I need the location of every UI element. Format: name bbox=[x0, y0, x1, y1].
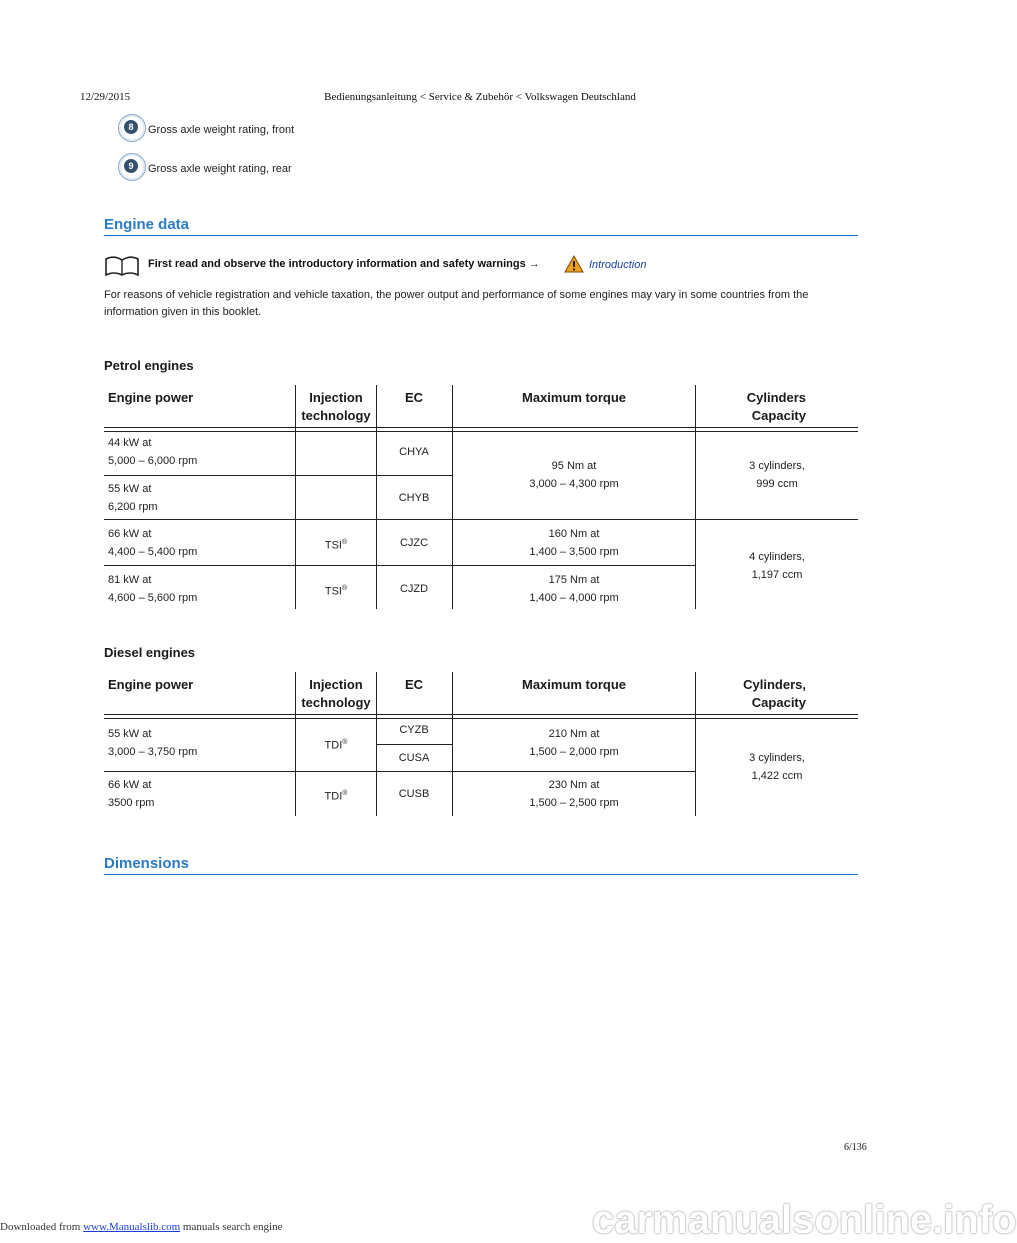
cell-engine-power bbox=[108, 571, 197, 607]
cell-injection bbox=[296, 580, 376, 601]
introduction-link[interactable]: Introduction bbox=[589, 259, 647, 271]
cell-cylinders bbox=[696, 749, 858, 785]
cell-line: 6,200 rpm bbox=[108, 501, 158, 513]
cell-line: 66 kW at bbox=[108, 528, 152, 540]
cell-max-torque bbox=[452, 776, 696, 812]
cell-line: 1,500 – 2,500 rpm bbox=[529, 797, 619, 809]
section-title-dimensions: Dimensions bbox=[104, 855, 858, 875]
cell-line: 4,600 – 5,600 rpm bbox=[108, 592, 198, 604]
petrol-engines-heading: Petrol engines bbox=[104, 358, 194, 373]
registered-mark: ® bbox=[341, 539, 348, 546]
footer-text: Downloaded from bbox=[0, 1221, 84, 1233]
cell-injection bbox=[296, 534, 376, 555]
cell-line: 1,400 – 4,000 rpm bbox=[529, 592, 619, 604]
cell-max-torque bbox=[452, 571, 696, 607]
header-line: Cylinders, bbox=[743, 677, 806, 692]
cell-injection bbox=[296, 734, 376, 755]
cell-text: TDI bbox=[324, 739, 343, 752]
cell-ec: CJZC bbox=[399, 537, 429, 549]
cell-line: 5,000 – 6,000 rpm bbox=[108, 455, 198, 467]
row-divider bbox=[104, 565, 696, 566]
col-header-engine-power: Engine power bbox=[108, 390, 194, 405]
cell-line: 175 Nm at bbox=[548, 574, 600, 586]
cell-max-torque bbox=[452, 457, 696, 493]
col-header-max-torque: Maximum torque bbox=[521, 390, 626, 405]
cell-cylinders bbox=[696, 548, 858, 584]
cell-line: 55 kW at bbox=[108, 728, 152, 740]
cell-injection bbox=[296, 785, 376, 806]
header-divider bbox=[104, 714, 858, 719]
cell-line: 95 Nm at bbox=[551, 460, 597, 472]
col-header-max-torque: Maximum torque bbox=[521, 677, 626, 692]
header-line: Capacity bbox=[751, 695, 806, 710]
cell-line: 3,000 – 4,300 rpm bbox=[529, 478, 619, 490]
header-divider bbox=[104, 427, 858, 432]
header-title: Bedienungsanleitung < Service & Zubehör < Volkswagen Deutschland bbox=[324, 91, 636, 103]
cell-text: TSI bbox=[324, 585, 342, 598]
cell-max-torque bbox=[452, 525, 696, 561]
header-line: technology bbox=[301, 408, 371, 423]
row-divider bbox=[376, 744, 452, 745]
cell-engine-power bbox=[108, 480, 158, 516]
number-badge-icon bbox=[118, 153, 146, 181]
number-badge-icon bbox=[118, 114, 146, 142]
col-header-engine-power: Engine power bbox=[108, 677, 194, 692]
cell-line: 999 ccm bbox=[756, 478, 798, 490]
cell-ec: CYZB bbox=[399, 724, 429, 736]
col-header-ec: EC bbox=[404, 390, 424, 405]
cell-engine-power bbox=[108, 525, 197, 561]
cell-line: 66 kW at bbox=[108, 779, 152, 791]
row-divider bbox=[104, 475, 452, 476]
header-line: Injection bbox=[309, 677, 363, 692]
manual-book-icon bbox=[104, 255, 140, 277]
cell-line: 3 cylinders, bbox=[749, 752, 805, 764]
registered-mark: ® bbox=[341, 585, 348, 592]
legend-text: Gross axle weight rating, front bbox=[148, 124, 295, 136]
safety-note: First read and observe the introductory information and safety warnings → bbox=[148, 258, 540, 270]
warning-icon bbox=[564, 255, 584, 273]
legend-number: 8 bbox=[124, 120, 138, 134]
page-number: 6/136 bbox=[844, 1142, 867, 1153]
header-date: 12/29/2015 bbox=[80, 91, 131, 103]
cell-ec: CHYA bbox=[399, 446, 429, 458]
cell-line: 1,500 – 2,000 rpm bbox=[529, 746, 619, 758]
legend-number: 9 bbox=[124, 159, 138, 173]
cell-text: TDI bbox=[324, 790, 343, 803]
cell-line: 230 Nm at bbox=[548, 779, 600, 791]
row-divider bbox=[104, 771, 696, 772]
cell-line: 55 kW at bbox=[108, 483, 152, 495]
header-line: Capacity bbox=[751, 408, 806, 423]
cell-line: 1,197 ccm bbox=[751, 569, 803, 581]
cell-line: 3500 rpm bbox=[108, 797, 155, 809]
cell-line: 4 cylinders, bbox=[749, 551, 805, 563]
cell-line: 160 Nm at bbox=[548, 528, 600, 540]
cell-ec: CUSA bbox=[398, 752, 430, 764]
col-header-injection bbox=[296, 389, 376, 425]
cell-line: 81 kW at bbox=[108, 574, 152, 586]
section-title-engine-data: Engine data bbox=[104, 216, 858, 236]
footer-text: manuals search engine bbox=[180, 1221, 283, 1233]
cell-engine-power bbox=[108, 725, 197, 761]
cell-line: 3 cylinders, bbox=[749, 460, 805, 472]
registered-mark: ® bbox=[342, 790, 348, 797]
diesel-engines-heading: Diesel engines bbox=[104, 645, 196, 660]
cell-line: 210 Nm at bbox=[548, 728, 600, 740]
cell-line: 1,400 – 3,500 rpm bbox=[529, 546, 619, 558]
cell-ec: CJZD bbox=[399, 583, 429, 595]
column-divider bbox=[295, 385, 296, 609]
row-divider bbox=[104, 519, 858, 520]
cell-max-torque bbox=[452, 725, 696, 761]
cell-ec: CUSB bbox=[398, 788, 430, 800]
cell-engine-power bbox=[108, 434, 197, 470]
cell-cylinders bbox=[696, 457, 858, 493]
registration-paragraph: For reasons of vehicle registration and vehicle taxation, the power output and performance of some engines may vary in some countries from the information given in this booklet. bbox=[104, 289, 809, 318]
watermark-logo: carmanualsonline.info bbox=[592, 1198, 1017, 1242]
legend-text: Gross axle weight rating, rear bbox=[148, 163, 292, 175]
header-line: Cylinders bbox=[746, 390, 806, 405]
cell-line: 44 kW at bbox=[108, 437, 152, 449]
cell-line: 3,000 – 3,750 rpm bbox=[108, 746, 198, 758]
petrol-engines-table bbox=[104, 385, 858, 609]
diesel-engines-table bbox=[104, 672, 858, 816]
col-header-cylinders bbox=[696, 676, 806, 712]
cell-text: TSI bbox=[324, 539, 342, 552]
col-header-ec: EC bbox=[404, 677, 424, 692]
manualslib-link[interactable]: www.Manualslib.com bbox=[83, 1221, 181, 1233]
col-header-injection bbox=[296, 676, 376, 712]
cell-ec: CHYB bbox=[398, 492, 430, 504]
col-header-cylinders bbox=[696, 389, 806, 425]
download-footer bbox=[0, 1221, 282, 1233]
registered-mark: ® bbox=[342, 739, 348, 746]
cell-line: 4,400 – 5,400 rpm bbox=[108, 546, 198, 558]
cell-line: 1,422 ccm bbox=[751, 770, 803, 782]
cell-engine-power bbox=[108, 776, 154, 812]
header-line: technology bbox=[301, 695, 371, 710]
header-line: Injection bbox=[309, 390, 363, 405]
